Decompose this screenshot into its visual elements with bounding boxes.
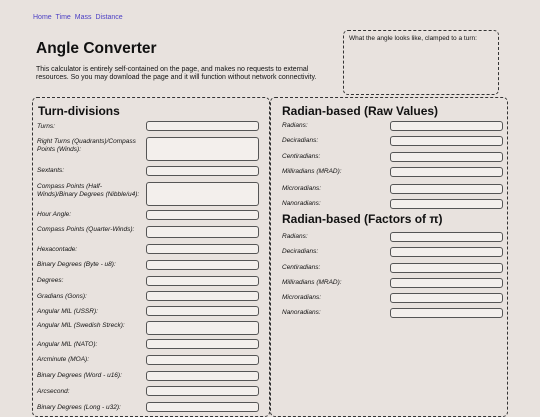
turn-input-hour-angle[interactable] — [146, 210, 259, 220]
top-nav — [33, 14, 125, 21]
turn-input-binary-degrees-word-u16[interactable] — [146, 371, 259, 381]
turn-input-compass-points-half-winds-binary-degrees-nibble-u4[interactable] — [146, 182, 259, 206]
nav-link-distance[interactable]: Distance — [95, 14, 123, 21]
turn-divisions-title: Turn-divisions — [38, 104, 120, 118]
turn-label-gradians-gons: Gradians (Gons): — [37, 293, 87, 300]
page-title: Angle Converter — [36, 40, 157, 57]
radian-pi-label-microradians: Microradians: — [282, 294, 322, 301]
turn-label-binary-degrees-word-u16: Binary Degrees (Word - u16): — [37, 372, 122, 379]
radian-pi-input-radians[interactable] — [390, 232, 503, 242]
radian-raw-input-milliradians-mrad[interactable] — [390, 167, 503, 177]
nav-link-time[interactable]: Time — [55, 14, 71, 21]
page-header — [36, 40, 336, 82]
radian-pi-input-nanoradians[interactable] — [390, 308, 503, 318]
turn-label-right-turns-quadrants-compass-points-winds: Right Turns (Quadrants)/Compass Points (Winds): — [37, 138, 136, 153]
turn-label-compass-points-half-winds-binary-degrees-nibble-u4: Compass Points (Half-Winds)/Binary Degrees (Nibble/u4): — [37, 183, 140, 198]
nav-link-mass[interactable]: Mass — [74, 14, 92, 21]
turn-input-angular-mil-swedish-streck[interactable] — [146, 321, 259, 335]
radian-raw-input-radians[interactable] — [390, 121, 503, 131]
turn-input-degrees[interactable] — [146, 276, 259, 286]
turn-label-turns: Turns: — [37, 123, 55, 130]
radian-raw-label-milliradians-mrad: Milliradians (MRAD): — [282, 168, 342, 175]
radian-pi-label-deciradians: Deciradians: — [282, 248, 319, 255]
turn-input-compass-points-quarter-winds[interactable] — [146, 226, 259, 238]
radian-panel — [270, 97, 508, 417]
radian-pi-label-centiradians: Centiradians: — [282, 264, 321, 271]
turn-input-angular-mil-nato[interactable] — [146, 339, 259, 349]
turn-input-gradians-gons[interactable] — [146, 291, 259, 301]
turn-label-arcminute-moa: Arcminute (MOA): — [37, 356, 90, 363]
radian-raw-input-centiradians[interactable] — [390, 152, 503, 162]
radian-pi-input-centiradians[interactable] — [390, 263, 503, 273]
turn-label-arcsecond: Arcsecond: — [37, 388, 70, 395]
radian-pi-input-microradians[interactable] — [390, 293, 503, 303]
radian-pi-input-milliradians-mrad[interactable] — [390, 278, 503, 288]
turn-label-hexacontade: Hexacontade: — [37, 246, 78, 253]
turn-label-binary-degrees-byte-u8: Binary Degrees (Byte - u8): — [37, 261, 116, 268]
radian-raw-label-radians: Radians: — [282, 122, 308, 129]
turn-input-sextants[interactable] — [146, 166, 259, 176]
radian-pi-input-deciradians[interactable] — [390, 247, 503, 257]
radian-pi-label-radians: Radians: — [282, 233, 308, 240]
turn-divisions-panel — [32, 97, 270, 417]
radian-raw-label-deciradians: Deciradians: — [282, 137, 319, 144]
turn-input-arcsecond[interactable] — [146, 386, 259, 396]
page-description: This calculator is entirely self-contained on the page, and makes no requests to external resources. So you may download the page and it will function without network connectivity. — [36, 66, 317, 81]
turn-label-binary-degrees-long-u32: Binary Degrees (Long - u32): — [37, 404, 121, 411]
turn-input-angular-mil-ussr[interactable] — [146, 306, 259, 316]
radian-pi-label-nanoradians: Nanoradians: — [282, 309, 321, 316]
turn-input-right-turns-quadrants-compass-points-winds[interactable] — [146, 137, 259, 161]
turn-label-sextants: Sextants: — [37, 167, 65, 174]
turn-input-binary-degrees-byte-u8[interactable] — [146, 260, 259, 270]
turn-input-hexacontade[interactable] — [146, 244, 259, 254]
angle-preview-label: What the angle looks like, clamped to a turn: — [349, 35, 477, 42]
turn-input-binary-degrees-long-u32[interactable] — [146, 402, 259, 412]
turn-label-hour-angle: Hour Angle: — [37, 211, 72, 218]
radian-raw-input-microradians[interactable] — [390, 184, 503, 194]
turn-input-turns[interactable] — [146, 121, 259, 131]
radian-pi-title: Radian-based (Factors of π) — [282, 212, 443, 226]
radian-raw-label-centiradians: Centiradians: — [282, 153, 321, 160]
radian-raw-title: Radian-based (Raw Values) — [282, 104, 439, 118]
turn-label-angular-mil-swedish-streck: Angular MIL (Swedish Streck): — [37, 322, 125, 329]
angle-preview-box — [343, 30, 499, 95]
radian-raw-label-nanoradians: Nanoradians: — [282, 200, 321, 207]
turn-label-compass-points-quarter-winds: Compass Points (Quarter-Winds): — [37, 226, 135, 233]
nav-link-home[interactable]: Home — [33, 14, 52, 21]
turn-input-arcminute-moa[interactable] — [146, 355, 259, 365]
turn-label-angular-mil-nato: Angular MIL (NATO): — [37, 341, 98, 348]
turn-label-angular-mil-ussr: Angular MIL (USSR): — [37, 308, 98, 315]
radian-pi-label-milliradians-mrad: Milliradians (MRAD): — [282, 279, 342, 286]
radian-raw-input-nanoradians[interactable] — [390, 199, 503, 209]
radian-raw-input-deciradians[interactable] — [390, 136, 503, 146]
radian-raw-label-microradians: Microradians: — [282, 185, 322, 192]
turn-label-degrees: Degrees: — [37, 277, 64, 284]
